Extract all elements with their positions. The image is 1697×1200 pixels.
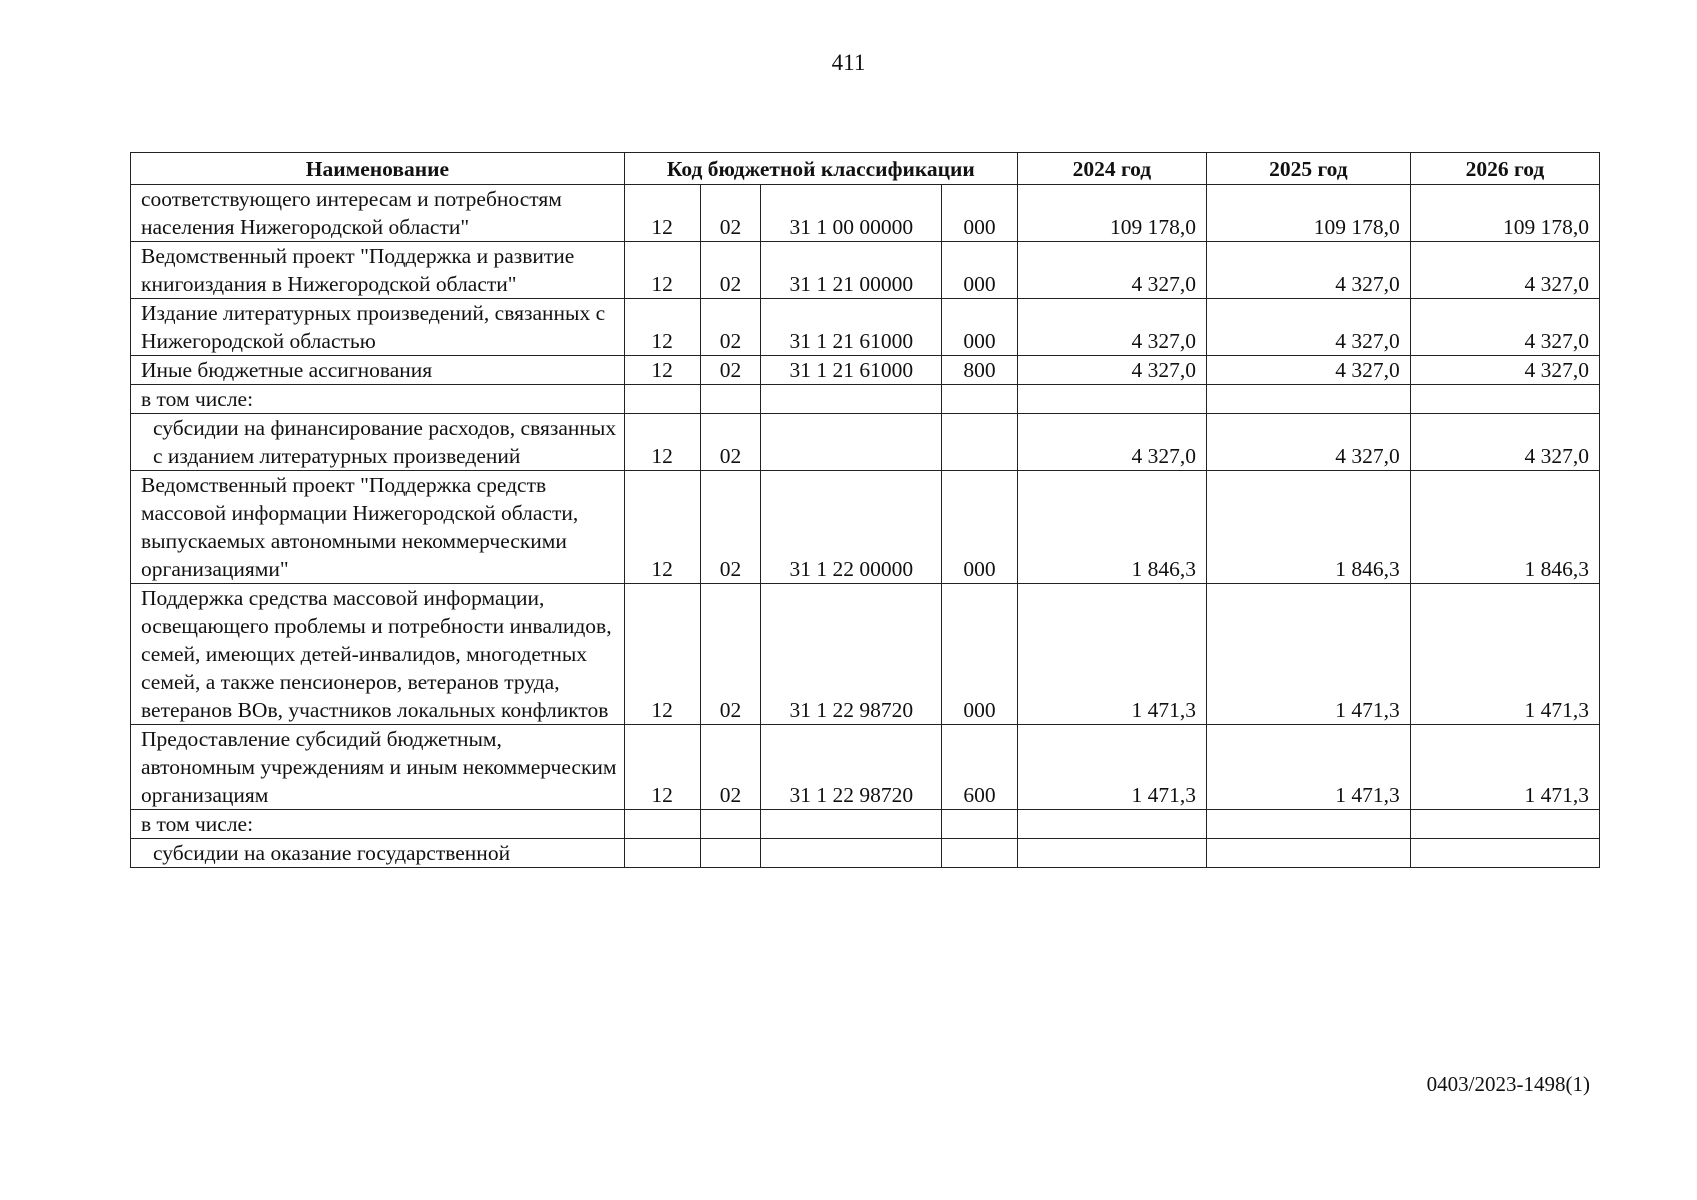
row-subsection: 02	[700, 242, 761, 299]
table-row	[131, 414, 1600, 471]
table-row	[131, 584, 1600, 725]
row-name: в том числе:	[131, 810, 625, 839]
row-target-code: 31 1 22 98720	[761, 584, 942, 725]
row-subsection	[700, 385, 761, 414]
row-expense-code	[942, 385, 1018, 414]
row-amount-2024: 109 178,0	[1017, 185, 1206, 242]
row-amount-2025	[1206, 839, 1410, 868]
row-amount-2025: 1 471,3	[1206, 584, 1410, 725]
row-name: Предоставление субсидий бюджетным, автономным учреждениям и иным некоммерческим организациям	[131, 725, 625, 810]
row-section: 12	[624, 185, 700, 242]
row-section: 12	[624, 356, 700, 385]
row-section: 12	[624, 414, 700, 471]
row-section: 12	[624, 584, 700, 725]
row-subsection	[700, 810, 761, 839]
row-target-code: 31 1 21 61000	[761, 356, 942, 385]
row-amount-2024	[1017, 839, 1206, 868]
row-amount-2025: 4 327,0	[1206, 242, 1410, 299]
row-expense-code: 000	[942, 471, 1018, 584]
table-row	[131, 839, 1600, 868]
row-subsection: 02	[700, 299, 761, 356]
row-amount-2024: 1 471,3	[1017, 725, 1206, 810]
row-section	[624, 810, 700, 839]
row-amount-2024: 4 327,0	[1017, 414, 1206, 471]
row-target-code: 31 1 21 61000	[761, 299, 942, 356]
row-amount-2025	[1206, 385, 1410, 414]
row-amount-2024: 1 846,3	[1017, 471, 1206, 584]
row-name: Иные бюджетные ассигнования	[131, 356, 625, 385]
table-row	[131, 471, 1600, 584]
row-section: 12	[624, 242, 700, 299]
row-name: Ведомственный проект "Поддержка средств массовой информации Нижегородской области, выпускаемых автономными некоммерческими организациями"	[131, 471, 625, 584]
row-amount-2026: 4 327,0	[1410, 242, 1599, 299]
row-expense-code: 000	[942, 185, 1018, 242]
header-name: Наименование	[131, 153, 625, 185]
table-row	[131, 242, 1600, 299]
row-expense-code: 000	[942, 242, 1018, 299]
table-row	[131, 299, 1600, 356]
row-name: субсидии на финансирование расходов, связанных с изданием литературных произведений	[131, 414, 625, 471]
row-amount-2024: 1 471,3	[1017, 584, 1206, 725]
header-2026: 2026 год	[1410, 153, 1599, 185]
row-name: субсидии на оказание государственной	[131, 839, 625, 868]
budget-table	[130, 152, 1600, 868]
header-code: Код бюджетной классификации	[624, 153, 1017, 185]
row-amount-2025: 4 327,0	[1206, 356, 1410, 385]
row-target-code: 31 1 22 98720	[761, 725, 942, 810]
row-amount-2025: 4 327,0	[1206, 414, 1410, 471]
row-amount-2025: 1 846,3	[1206, 471, 1410, 584]
row-amount-2024: 4 327,0	[1017, 242, 1206, 299]
row-expense-code: 600	[942, 725, 1018, 810]
header-2025: 2025 год	[1206, 153, 1410, 185]
row-amount-2026	[1410, 810, 1599, 839]
row-subsection: 02	[700, 471, 761, 584]
row-amount-2026: 1 846,3	[1410, 471, 1599, 584]
row-expense-code: 000	[942, 584, 1018, 725]
row-subsection: 02	[700, 414, 761, 471]
row-expense-code: 800	[942, 356, 1018, 385]
row-amount-2025: 1 471,3	[1206, 725, 1410, 810]
row-amount-2025: 109 178,0	[1206, 185, 1410, 242]
row-amount-2025	[1206, 810, 1410, 839]
row-section: 12	[624, 471, 700, 584]
row-target-code	[761, 414, 942, 471]
header-2024: 2024 год	[1017, 153, 1206, 185]
table-row	[131, 810, 1600, 839]
row-amount-2026	[1410, 839, 1599, 868]
row-amount-2026: 4 327,0	[1410, 299, 1599, 356]
row-section	[624, 839, 700, 868]
row-subsection: 02	[700, 584, 761, 725]
row-amount-2024	[1017, 810, 1206, 839]
row-name: в том числе:	[131, 385, 625, 414]
row-amount-2024	[1017, 385, 1206, 414]
table-row	[131, 725, 1600, 810]
page-number: 411	[831, 50, 866, 75]
row-amount-2026: 4 327,0	[1410, 356, 1599, 385]
row-section: 12	[624, 725, 700, 810]
row-amount-2026: 1 471,3	[1410, 584, 1599, 725]
row-amount-2026: 1 471,3	[1410, 725, 1599, 810]
row-subsection: 02	[700, 185, 761, 242]
table-row	[131, 185, 1600, 242]
row-target-code: 31 1 00 00000	[761, 185, 942, 242]
row-name: Издание литературных произведений, связанных с Нижегородской областью	[131, 299, 625, 356]
document-code: 0403/2023-1498(1)	[1426, 1072, 1590, 1096]
table-header-row	[131, 153, 1600, 185]
row-expense-code	[942, 414, 1018, 471]
row-subsection: 02	[700, 725, 761, 810]
row-subsection: 02	[700, 356, 761, 385]
row-amount-2025: 4 327,0	[1206, 299, 1410, 356]
table-row	[131, 356, 1600, 385]
row-amount-2026: 109 178,0	[1410, 185, 1599, 242]
row-target-code	[761, 385, 942, 414]
row-amount-2024: 4 327,0	[1017, 299, 1206, 356]
row-expense-code	[942, 810, 1018, 839]
row-target-code: 31 1 22 00000	[761, 471, 942, 584]
row-amount-2024: 4 327,0	[1017, 356, 1206, 385]
row-name: соответствующего интересам и потребностям населения Нижегородской области"	[131, 185, 625, 242]
row-amount-2026	[1410, 385, 1599, 414]
row-section	[624, 385, 700, 414]
row-name: Поддержка средства массовой информации, освещающего проблемы и потребности инвалидов, семей, имеющих детей-инвалидов, многодетных семей, а также пенсионеров, ветеранов труда, ветеранов ВОв, участников локальных конфликтов	[131, 584, 625, 725]
row-subsection	[700, 839, 761, 868]
row-expense-code: 000	[942, 299, 1018, 356]
row-target-code	[761, 839, 942, 868]
row-section: 12	[624, 299, 700, 356]
row-target-code	[761, 810, 942, 839]
row-target-code: 31 1 21 00000	[761, 242, 942, 299]
row-expense-code	[942, 839, 1018, 868]
row-amount-2026: 4 327,0	[1410, 414, 1599, 471]
table-row	[131, 385, 1600, 414]
row-name: Ведомственный проект "Поддержка и развитие книгоиздания в Нижегородской области"	[131, 242, 625, 299]
